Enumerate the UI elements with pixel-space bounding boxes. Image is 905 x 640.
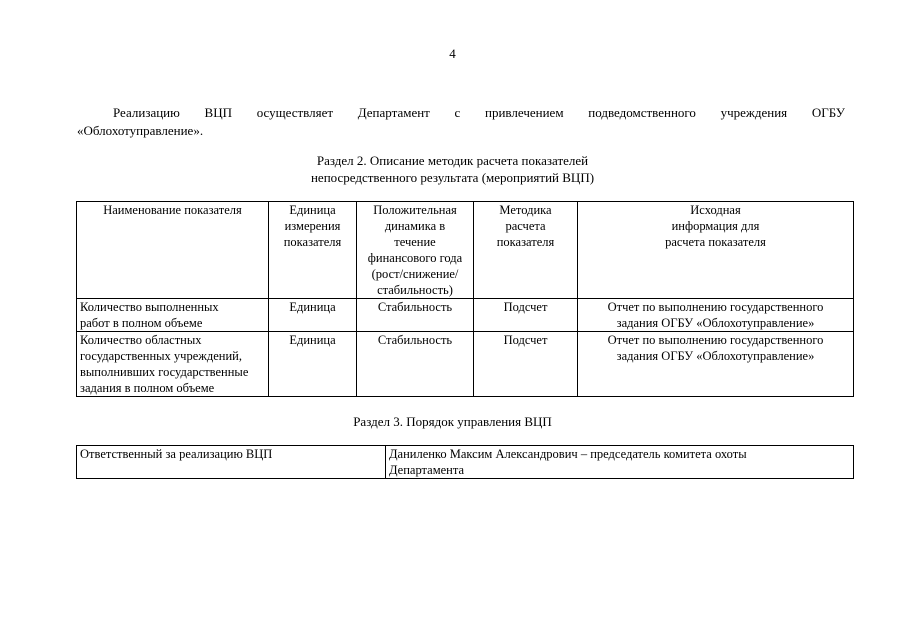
cell-indicator-name: Количество выполненных работ в полном объеме <box>77 299 269 332</box>
indicators-table <box>76 201 854 397</box>
section-2-title-line-1: Раздел 2. Описание методик расчета показателей <box>316 153 589 168</box>
cell-unit: Единица <box>269 332 357 397</box>
header-indicator-name: Наименование показателя <box>77 202 269 299</box>
management-table <box>76 445 854 479</box>
section-2-title-line-2: непосредственного результата (мероприятий ВЦП) <box>310 170 595 185</box>
header-unit: Единица измерения показателя <box>269 202 357 299</box>
cell-method: Подсчет <box>474 332 578 397</box>
cell-unit: Единица <box>269 299 357 332</box>
intro-word: ВЦП <box>204 105 232 120</box>
section-2-title <box>0 152 905 186</box>
cell-responsible-value: Даниленко Максим Александрович – председатель комитета охоты Департамента <box>386 446 854 479</box>
intro-line-1 <box>77 104 845 122</box>
table-header-row <box>77 202 854 299</box>
cell-indicator-name: Количество областных государственных учреждений, выполнивших государственные задания в полном объеме <box>77 332 269 397</box>
intro-paragraph <box>77 104 845 140</box>
intro-word: Департамент <box>357 105 430 120</box>
cell-dynamics: Стабильность <box>357 299 474 332</box>
section-3-title: Раздел 3. Порядок управления ВЦП <box>353 414 552 429</box>
cell-dynamics: Стабильность <box>357 332 474 397</box>
page-number: 4 <box>449 46 456 61</box>
cell-source-info: Отчет по выполнению государственного задания ОГБУ «Облохотуправление» <box>578 299 854 332</box>
cell-source-info: Отчет по выполнению государственного задания ОГБУ «Облохотуправление» <box>578 332 854 397</box>
table-row <box>77 299 854 332</box>
intro-word: осуществляет <box>256 105 334 120</box>
intro-word: учреждения <box>720 105 788 120</box>
intro-line-2: «Облохотуправление». <box>77 123 204 138</box>
cell-method: Подсчет <box>474 299 578 332</box>
header-dynamics: Положительная динамика в течение финансового года (рост/снижение/ стабильность) <box>357 202 474 299</box>
intro-word: привлечением <box>485 105 564 120</box>
table-row <box>77 446 854 479</box>
intro-word: с <box>454 105 461 120</box>
intro-word: подведомственного <box>588 105 696 120</box>
table-row <box>77 332 854 397</box>
header-source-info: Исходная информация для расчета показателя <box>578 202 854 299</box>
intro-word: Реализацию <box>113 105 180 120</box>
intro-word: ОГБУ <box>811 105 845 120</box>
header-method: Методика расчета показателя <box>474 202 578 299</box>
cell-responsible-label: Ответственный за реализацию ВЦП <box>77 446 386 479</box>
